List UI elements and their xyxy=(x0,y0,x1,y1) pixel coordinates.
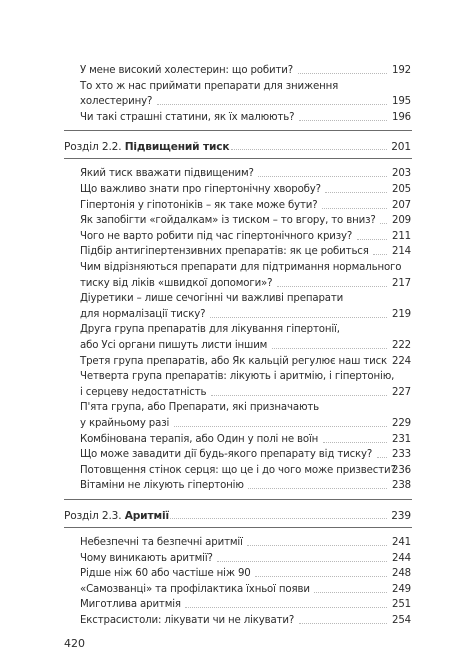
page-number: 236 xyxy=(392,465,411,476)
toc-entry[interactable] xyxy=(0,245,470,259)
section-number: Розділ 2.2. xyxy=(64,141,122,153)
dot-leader xyxy=(247,545,387,546)
toc-entry[interactable] xyxy=(0,614,470,628)
toc-entry[interactable] xyxy=(0,448,470,462)
dot-leader xyxy=(157,104,387,105)
page-number: 217 xyxy=(392,278,411,289)
toc-entry[interactable] xyxy=(0,433,470,447)
toc-entry[interactable] xyxy=(0,80,470,94)
toc-entry-title: Екстрасистоли: лікувати чи не лікувати? xyxy=(80,615,295,626)
dot-leader xyxy=(325,192,387,193)
page-number: 231 xyxy=(392,434,411,445)
toc-entry[interactable] xyxy=(0,464,470,478)
section-title: Підвищений тиск xyxy=(124,141,230,153)
toc-entry-title: Діуретики – лише сечогінні чи важливі препарати xyxy=(80,293,344,304)
toc-entry-title: Третя група препаратів, або Як кальцій регулює наш тиск xyxy=(80,356,388,367)
section-number: Розділ 2.3. xyxy=(64,510,122,522)
toc-entry-title: «Самозванці» та профілактика їхньої появи xyxy=(80,584,310,595)
toc-entry-title: Чому виникають аритмії? xyxy=(80,553,213,564)
toc-entry[interactable] xyxy=(0,583,470,597)
page-number: 254 xyxy=(392,615,411,626)
toc-entry[interactable] xyxy=(0,417,470,431)
toc-entry-title: Друга група препаратів для лікування гіпертонії, xyxy=(80,324,340,335)
dot-leader xyxy=(299,120,387,121)
toc-entry-title: Четверта група препаратів: лікують і аритмію, і гіпертонію, xyxy=(80,371,395,382)
page-number: 233 xyxy=(392,449,411,460)
page-number: 238 xyxy=(392,480,411,491)
page-number: 195 xyxy=(392,96,411,107)
page-number: 209 xyxy=(392,215,411,226)
toc-entry[interactable] xyxy=(0,95,470,109)
dot-leader xyxy=(170,518,387,519)
page-number: 239 xyxy=(391,510,411,522)
toc-entry-title: Що може завадити дії будь-якого препарату від тиску? xyxy=(80,449,373,460)
toc-entry[interactable] xyxy=(0,308,470,322)
toc-entry-title: Миготлива аритмія xyxy=(80,599,181,610)
toc-entry[interactable] xyxy=(0,292,470,306)
page-folio: 420 xyxy=(64,637,85,650)
toc-entry-title: або Усі органи пишуть листи іншим xyxy=(80,340,268,351)
page-number: 196 xyxy=(392,112,411,123)
toc-entry[interactable] xyxy=(0,261,470,275)
page-number: 211 xyxy=(392,231,411,242)
toc-entry[interactable] xyxy=(0,111,470,125)
page-number: 251 xyxy=(392,599,411,610)
dot-leader xyxy=(210,317,387,318)
toc-entry-title: Комбінована терапія, або Один у полі не воїн xyxy=(80,434,319,445)
page-number: 192 xyxy=(392,65,411,76)
dot-leader xyxy=(211,395,387,396)
toc-entry-title: Потовщення стінок серця: що це і до чого може призвести? xyxy=(80,465,396,476)
toc-entry-title: Чим відрізняються препарати для підтримання нормального xyxy=(80,262,402,273)
section-title: Аритмії xyxy=(124,510,169,522)
dot-leader xyxy=(380,223,387,224)
page-number: 227 xyxy=(392,387,411,398)
section-divider xyxy=(64,130,412,131)
section-divider xyxy=(64,527,412,528)
toc-entry[interactable] xyxy=(0,552,470,566)
toc-entry[interactable] xyxy=(0,230,470,244)
dot-leader xyxy=(298,73,387,74)
toc-entry[interactable] xyxy=(0,214,470,228)
toc-entry[interactable] xyxy=(0,386,470,400)
toc-entry[interactable] xyxy=(0,277,470,291)
dot-leader xyxy=(248,488,387,489)
toc-section-heading[interactable] xyxy=(0,140,470,154)
dot-leader xyxy=(299,623,387,624)
toc-entry-title: для нормалізації тиску? xyxy=(80,309,206,320)
toc-entry-title: То хто ж нас приймати препарати для зниження xyxy=(80,81,339,92)
dot-leader xyxy=(272,348,387,349)
dot-leader xyxy=(277,286,387,287)
dot-leader xyxy=(231,149,387,150)
toc-entry-title: тиску від ліків «швидкої допомоги»? xyxy=(80,278,273,289)
toc-entry[interactable] xyxy=(0,167,470,181)
toc-entry[interactable] xyxy=(0,64,470,78)
page-number: 249 xyxy=(392,584,411,595)
toc-entry[interactable] xyxy=(0,370,470,384)
page-number: 214 xyxy=(392,246,411,257)
page-number: 201 xyxy=(391,141,411,153)
toc-entry[interactable] xyxy=(0,479,470,493)
dot-leader xyxy=(314,592,387,593)
toc-entry[interactable] xyxy=(0,598,470,612)
toc-entry-title: Чи такі страшні статини, як їх малюють? xyxy=(80,112,295,123)
page-number: 241 xyxy=(392,537,411,548)
dot-leader xyxy=(357,239,387,240)
page-number: 203 xyxy=(392,168,411,179)
toc-entry-title: Підбір антигіпертензивних препаратів: як це робиться xyxy=(80,246,369,257)
section-divider xyxy=(64,499,412,500)
toc-entry-title: Як запобігти «гойдалкам» із тиском – то вгору, то вниз? xyxy=(80,215,376,226)
page-number: 222 xyxy=(392,340,411,351)
toc-entry-title: У мене високий холестерин: що робити? xyxy=(80,65,294,76)
toc-entry-title: Небезпечні та безпечні аритмії xyxy=(80,537,243,548)
toc-entry-title: у крайньому разі xyxy=(80,418,170,429)
toc-entry-title: Вітаміни не лікують гіпертонію xyxy=(80,480,244,491)
page-number: 224 xyxy=(392,356,411,367)
page-number: 207 xyxy=(392,200,411,211)
dot-leader xyxy=(217,561,387,562)
page-number: 229 xyxy=(392,418,411,429)
section-heading-text xyxy=(64,140,229,154)
dot-leader xyxy=(322,208,387,209)
toc-entry[interactable] xyxy=(0,183,470,197)
toc-entry-title: холестерину? xyxy=(80,96,153,107)
dot-leader xyxy=(185,607,387,608)
dot-leader xyxy=(174,426,387,427)
toc-entry-title: Який тиск вважати підвищеним? xyxy=(80,168,254,179)
dot-leader xyxy=(373,254,387,255)
toc-entry[interactable] xyxy=(0,567,470,581)
toc-entry-title: Що важливо знати про гіпертонічну хворобу? xyxy=(80,184,321,195)
toc-entry-title: Чого не варто робити під час гіпертонічного кризу? xyxy=(80,231,353,242)
page-number: 205 xyxy=(392,184,411,195)
section-divider xyxy=(64,158,412,159)
toc-entry[interactable] xyxy=(0,355,470,369)
toc-entry-title: П'ята група, або Препарати, які призначають xyxy=(80,402,320,413)
toc-entry-title: і серцеву недостатність xyxy=(80,387,207,398)
dot-leader xyxy=(323,442,387,443)
page-number: 248 xyxy=(392,568,411,579)
toc-entry[interactable] xyxy=(0,401,470,415)
toc-entry-title: Гіпертонія у гіпотоніків – як таке може бути? xyxy=(80,200,318,211)
section-heading-text xyxy=(64,509,169,523)
dot-leader xyxy=(377,457,387,458)
toc-entry[interactable] xyxy=(0,323,470,337)
toc-entry[interactable] xyxy=(0,199,470,213)
toc-section-heading[interactable] xyxy=(0,509,470,523)
dot-leader xyxy=(258,176,387,177)
toc-entry[interactable] xyxy=(0,536,470,550)
page-number: 244 xyxy=(392,553,411,564)
toc-entry-title: Рідше ніж 60 або частіше ніж 90 xyxy=(80,568,251,579)
dot-leader xyxy=(255,576,387,577)
toc-entry[interactable] xyxy=(0,339,470,353)
page-number: 219 xyxy=(392,309,411,320)
